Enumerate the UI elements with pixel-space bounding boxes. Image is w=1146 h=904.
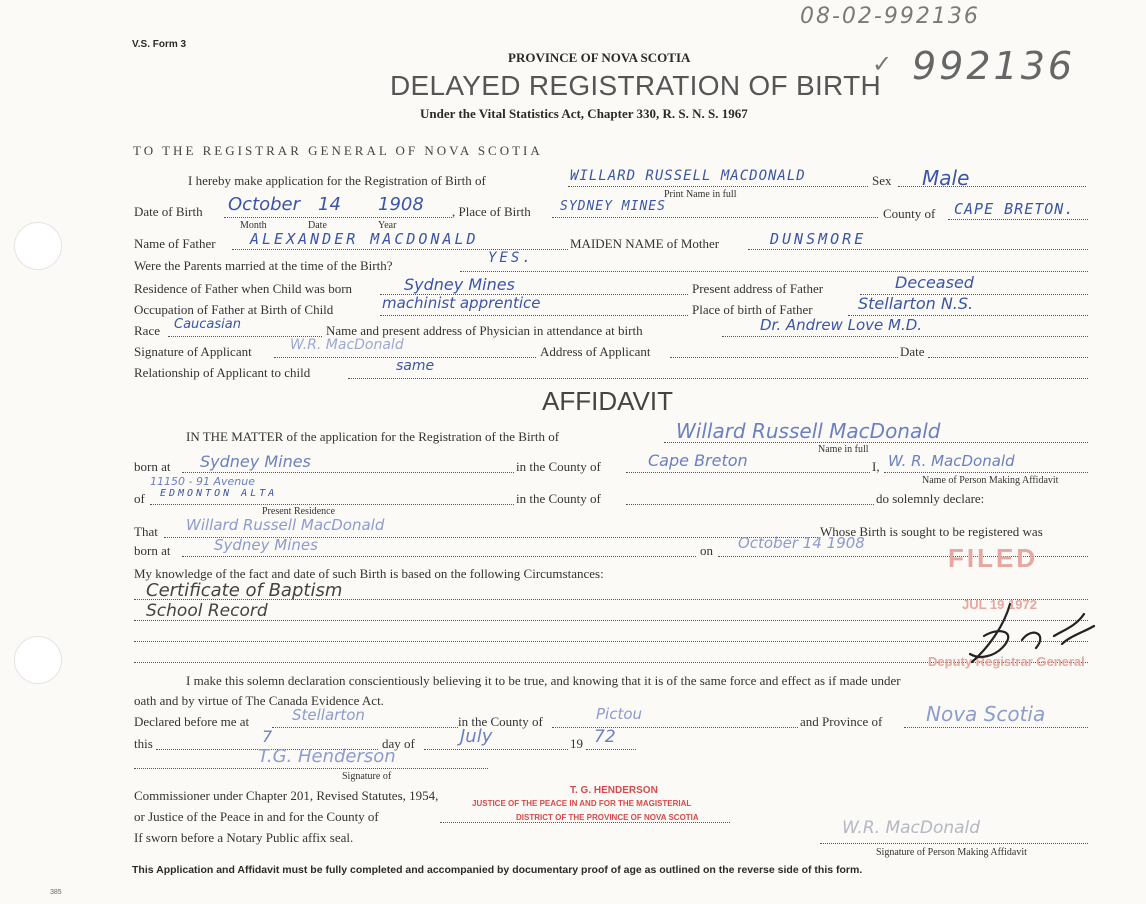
pob-father-value: Stellarton N.S. xyxy=(858,294,974,313)
year-suffix: 72 xyxy=(594,727,616,747)
to-line: TO THE REGISTRAR GENERAL OF NOVA SCOTIA xyxy=(133,143,543,158)
relationship-label: Relationship of Applicant to child xyxy=(134,365,311,380)
filed-date-stamp: JUL 19 1972 xyxy=(962,597,1037,612)
year-prefix: 19 xyxy=(570,736,583,751)
declared-province: Nova Scotia xyxy=(926,702,1046,726)
dob-date: 14 xyxy=(318,194,341,215)
born-at-label: born at xyxy=(134,459,171,474)
residence-label: Residence of Father when Child was born xyxy=(134,281,353,296)
deputy-registrar-stamp: Deputy Registrar General xyxy=(928,654,1085,669)
residence-caption: Present Residence xyxy=(262,506,336,517)
circumstance-2: School Record xyxy=(146,601,268,621)
in-county2-label: in the County of xyxy=(516,491,601,506)
that-name: Willard Russell MacDonald xyxy=(186,516,385,534)
dob-label: Date of Birth xyxy=(134,204,203,219)
i-label: I, xyxy=(872,459,880,474)
father-name: ALEXANDER MACDONALD xyxy=(250,230,479,248)
filed-stamp: FILED xyxy=(948,543,1039,573)
whose-birth-label: Whose Birth is sought to be registered was xyxy=(820,524,1043,539)
registrar-signature xyxy=(958,596,1108,676)
born-at2-value: Sydney Mines xyxy=(214,536,318,554)
knowledge-label: My knowledge of the fact and date of such Birth is based on the following Circumstances: xyxy=(134,566,604,581)
affidavit-county: Cape Breton xyxy=(648,451,748,470)
this-label: this xyxy=(134,736,153,751)
date-caption: Date xyxy=(308,220,327,231)
father-label: Name of Father xyxy=(134,236,216,251)
date-label: Date xyxy=(900,344,925,359)
dob-year: 1908 xyxy=(378,194,424,215)
commissioner-signature: T.G. Henderson xyxy=(258,746,396,767)
justice-line: or Justice of the Peace in and for the County of xyxy=(134,809,379,824)
declared-at: Stellarton xyxy=(292,706,365,724)
of-label: of xyxy=(134,491,145,506)
declare-label: do solemnly declare: xyxy=(876,491,985,506)
province-heading: PROVINCE OF NOVA SCOTIA xyxy=(508,50,691,65)
affiant-street: 11150 - 91 Avenue xyxy=(150,475,255,488)
present-address-value: Deceased xyxy=(895,273,974,292)
place-of-birth: SYDNEY MINES xyxy=(560,199,666,214)
county-label: County of xyxy=(883,206,936,221)
page-title: DELAYED REGISTRATION OF BIRTH xyxy=(390,70,881,101)
name-full-caption: Name in full xyxy=(818,444,869,455)
maiden-label: MAIDEN NAME of Mother xyxy=(570,236,720,251)
declared-county: Pictou xyxy=(596,705,643,723)
place-of-birth-label: , Place of Birth xyxy=(452,204,531,219)
address-applicant-label: Address of Applicant xyxy=(540,344,651,359)
affiant-signature: W.R. MacDonald xyxy=(842,818,981,838)
day-of-label: day of xyxy=(382,736,415,751)
that-label: That xyxy=(134,524,158,539)
notary-line: If sworn before a Notary Public affix seal. xyxy=(134,830,354,845)
solemn-line-1: I make this solemn declaration conscientiously believing it to be true, and knowing that it is of the same force and effect as if made under xyxy=(186,673,901,688)
henderson-stamp-line-1: JUSTICE OF THE PEACE IN AND FOR THE MAGISTERIAL xyxy=(472,799,692,808)
year-caption: Year xyxy=(378,220,397,231)
matter-name: Willard Russell MacDonald xyxy=(676,419,941,443)
signature-applicant: W.R. MacDonald xyxy=(290,337,404,353)
matter-label: IN THE MATTER of the application for the Registration of the Birth of xyxy=(186,429,560,444)
affiant-signature-caption: Signature of Person Making Affidavit xyxy=(876,847,1027,858)
in-county3-label: in the County of xyxy=(458,714,543,729)
henderson-stamp-name: T. G. HENDERSON xyxy=(570,785,658,796)
sex-value: Male xyxy=(922,166,970,190)
maiden-name: DUNSMORE xyxy=(770,230,867,248)
applicant-name: WILLARD RUSSELL MACDONALD xyxy=(570,168,806,184)
on-date: October 14 1908 xyxy=(738,534,865,552)
printer-code: 385 xyxy=(50,889,62,896)
race-value: Caucasian xyxy=(174,317,241,332)
in-county-label: in the County of xyxy=(516,459,601,474)
signature-applicant-label: Signature of Applicant xyxy=(134,344,252,359)
affidavit-heading: AFFIDAVIT xyxy=(542,386,673,416)
file-number-top: 08-02-992136 xyxy=(800,4,980,29)
born-at-value: Sydney Mines xyxy=(200,452,311,471)
form-number: V.S. Form 3 xyxy=(132,39,187,50)
affiant-name: W. R. MacDonald xyxy=(888,452,1015,470)
punch-hole-bottom xyxy=(14,636,62,684)
present-address-label: Present address of Father xyxy=(692,281,824,296)
footer-note: This Application and Affidavit must be fully completed and accompanied by documentary proof of age as outlined on the reverse side of this form. xyxy=(132,864,863,876)
punch-hole-top xyxy=(14,222,62,270)
race-label: Race xyxy=(134,323,160,338)
occupation-value: machinist apprentice xyxy=(382,294,541,312)
county-value: CAPE BRETON. xyxy=(954,200,1075,218)
pob-father-label: Place of birth of Father xyxy=(692,302,813,317)
declared-at-label: Declared before me at xyxy=(134,714,250,729)
physician-value: Dr. Andrew Love M.D. xyxy=(760,316,923,334)
born-at2-label: born at xyxy=(134,543,171,558)
residence-value: Sydney Mines xyxy=(404,275,515,294)
married-label: Were the Parents married at the time of the Birth? xyxy=(134,258,393,273)
physician-label: Name and present address of Physician in attendance at birth xyxy=(326,323,643,338)
sex-label: Sex xyxy=(872,173,892,188)
subtitle: Under the Vital Statistics Act, Chapter 330, R. S. N. S. 1967 xyxy=(420,106,748,121)
affiant-residence: EDMONTON ALTA xyxy=(160,488,278,499)
married-value: YES. xyxy=(488,250,534,266)
affiant-caption: Name of Person Making Affidavit xyxy=(922,475,1059,486)
henderson-stamp-line-2: DISTRICT OF THE PROVINCE OF NOVA SCOTIA xyxy=(516,813,699,822)
commissioner-line: Commissioner under Chapter 201, Revised Statutes, 1954, xyxy=(134,788,439,803)
solemn-line-2: oath and by virtue of The Canada Evidence Act. xyxy=(134,693,384,708)
print-name-caption: Print Name in full xyxy=(664,189,737,200)
province-label: and Province of xyxy=(800,714,883,729)
check-mark: ✓ xyxy=(872,50,893,78)
file-number-big: 992136 xyxy=(912,44,1076,88)
day-number: 7 xyxy=(262,727,273,746)
on-label: on xyxy=(700,543,713,558)
signature-of-caption: Signature of xyxy=(342,771,392,782)
dob-month: October xyxy=(228,194,301,215)
circumstance-1: Certificate of Baptism xyxy=(146,580,343,601)
application-intro: I hereby make application for the Registration of Birth of xyxy=(188,173,486,188)
month-value: July xyxy=(460,726,493,747)
month-caption: Month xyxy=(240,220,267,231)
occupation-label: Occupation of Father at Birth of Child xyxy=(134,302,334,317)
relationship-value: same xyxy=(396,358,435,374)
